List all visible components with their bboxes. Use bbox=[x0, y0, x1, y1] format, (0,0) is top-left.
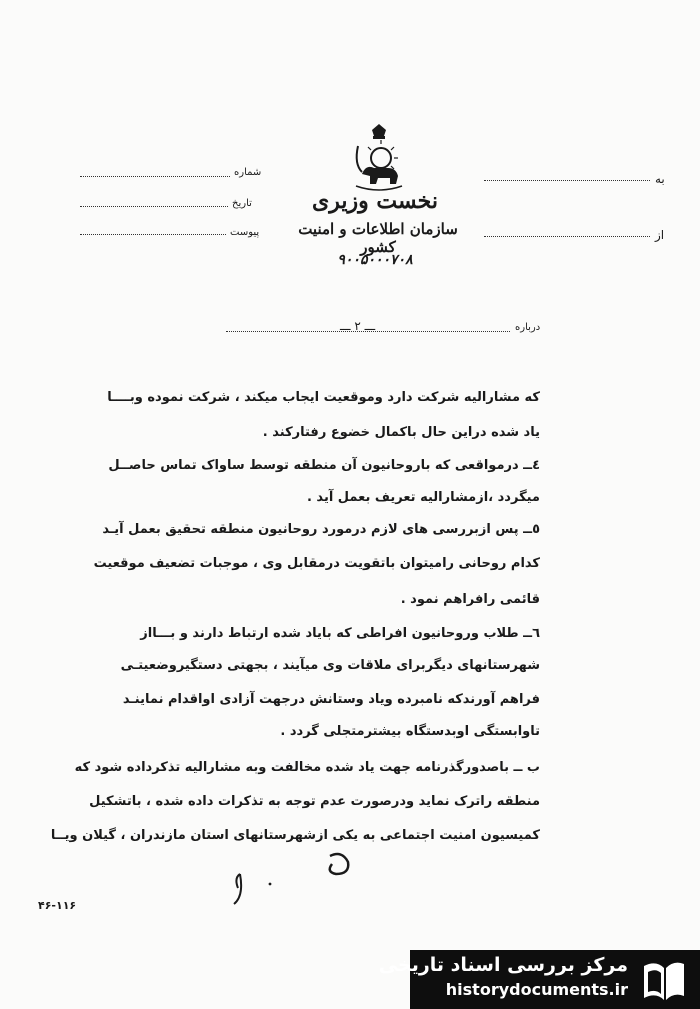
to-dotted-line bbox=[484, 180, 650, 181]
body-line: فراهم آورندکه نامبرده ویاد وستانش درجهت آزادی اواقدام نماینـد bbox=[122, 692, 540, 707]
lion-and-sun-emblem-icon bbox=[348, 124, 410, 196]
to-label: به bbox=[655, 172, 665, 186]
body-line: میگردد ،ازمشارالیه تعریف بعمل آید . bbox=[306, 490, 540, 505]
archive-book-logo-icon bbox=[638, 956, 688, 1004]
watermark-name: مرکز بررسی اسناد تاریخی bbox=[378, 954, 628, 976]
attachment-label: پیوست bbox=[230, 227, 260, 238]
subject-value: ـــ ۲ ـــ bbox=[340, 319, 376, 333]
body-line: ٤ــ درمواقعی که باروحانیون آن منطقه توسط ساواک تماس حاصــل bbox=[108, 458, 540, 473]
body-line: قائمی رافراهم نمود . bbox=[400, 592, 540, 607]
letterhead-code: ۹۰۰۵۰۰۰۷۰۸ bbox=[337, 252, 413, 268]
body-line: یاد شده دراین حال باکمال خضوع رفتارکند . bbox=[262, 425, 540, 440]
number-label: شماره bbox=[234, 167, 262, 178]
body-line: تاوابستگی اوبدستگاه بیشترمتجلی گردد . bbox=[280, 724, 540, 739]
body-line: شهرستانهای دیگربرای ملاقات وی میآیند ، بجهتی دستگیروضعیتـی bbox=[120, 658, 540, 673]
body-line: منطقه راترک نماید ودرصورت عدم توجه به تذکرات داده شده ، باتشکیل bbox=[89, 794, 540, 809]
body-line: کمیسیون امنیت اجتماعی به یکی ازشهرستانهای استان مازندران ، گیلان ویــا bbox=[50, 828, 540, 843]
attachment-field bbox=[230, 227, 259, 238]
date-label: تاریخ bbox=[232, 198, 252, 209]
body-line: ب ــ باصدورگذرنامه جهت یاد شده مخالفت وبه مشارالیه تذکرداده شود که bbox=[74, 760, 540, 775]
date-field bbox=[232, 198, 252, 209]
from-label: از bbox=[655, 228, 665, 242]
body-line: که مشارالیه شرکت دارد وموقعیت ایجاب میکند ، شرکت نموده وبــــا bbox=[107, 390, 540, 405]
body-line: کدام روحانی رامیتوان باتقویت درمقابل وی ، موجبات تضعیف موقعیت bbox=[93, 556, 540, 571]
subject-label: درباره bbox=[515, 322, 541, 333]
handwritten-signature-icon bbox=[230, 848, 370, 908]
archive-watermark bbox=[378, 950, 700, 1009]
number-field bbox=[234, 167, 261, 178]
number-dotted-line bbox=[80, 176, 230, 177]
attachment-dotted-line bbox=[80, 234, 226, 235]
date-dotted-line bbox=[80, 206, 228, 207]
watermark-url: historydocuments.ir bbox=[445, 980, 628, 999]
to-field bbox=[655, 172, 665, 186]
letterhead-title: نخست وزیری bbox=[312, 188, 438, 214]
body-line: ٥ــ پس ازبررسی های لازم درمورد روحانیون منطقه تحقیق بعمل آیـد bbox=[102, 522, 540, 537]
body-line: ٦ــ طلاب وروحانیون افراطی که بایاد شده ارتباط دارند و بـــااز bbox=[140, 626, 540, 641]
from-dotted-line bbox=[484, 236, 650, 237]
from-field bbox=[655, 228, 664, 242]
page-reference-number: ۴۶-۱۱۶ bbox=[38, 899, 77, 912]
letterhead-subtitle: سازمان اطلاعات و امنیت کشور bbox=[298, 220, 458, 256]
